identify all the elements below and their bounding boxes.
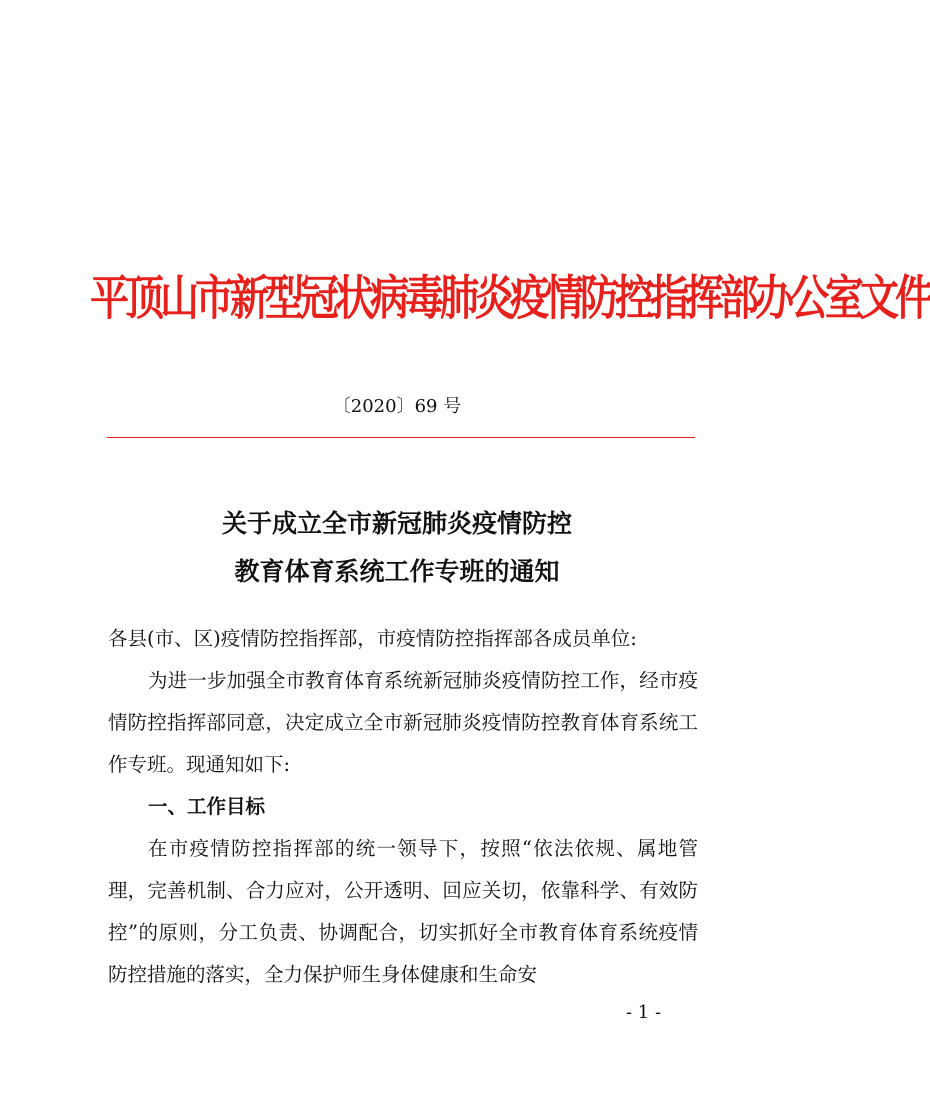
document-title (0, 500, 794, 596)
title-line-1: 关于成立全市新冠肺炎疫情防控 (221, 509, 572, 538)
salutation: 各县(市、区)疫情防控指挥部，市疫情防控指挥部各成员单位: (108, 627, 637, 650)
masthead-title: 平顶山市新型冠状病毒肺炎疫情防控指挥部办公室文件 (90, 271, 930, 327)
paragraph-intro: 为进一步加强全市教育体育系统新冠肺炎疫情防控工作，经市疫情防控指挥部同意，决定成立全市新冠肺炎疫情防控教育体育系统工作专班。现通知如下: (108, 669, 698, 776)
title-line-2: 教育体育系统工作专班的通知 (234, 557, 560, 586)
document-body (108, 618, 698, 996)
page-number: - 1 - (626, 1002, 662, 1023)
document-number: 〔2020〕69 号 (332, 396, 462, 417)
section-heading-1: 一、工作目标 (148, 795, 266, 818)
paragraph-work-goals: 在市疫情防控指挥部的统一领导下，按照“依法依规、属地管理，完善机制、合力应对，公开透明、回应关切，依靠科学、有效防控”的原则，分工负责、协调配合，切实抓好全市教育体育系统疫情防控措施的落实，全力保护师生身体健康和生命安 (108, 837, 698, 986)
red-divider-line (107, 437, 695, 438)
